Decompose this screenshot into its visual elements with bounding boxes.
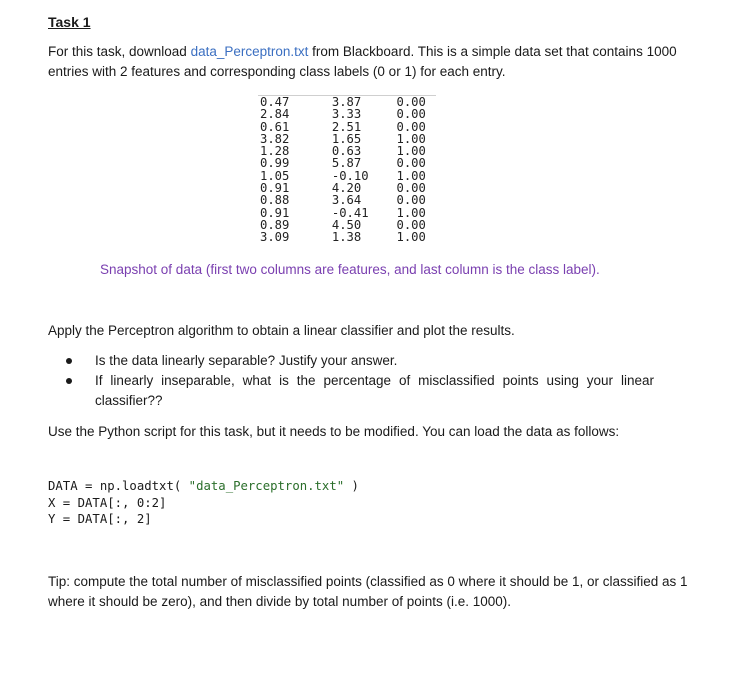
data-cell: 0.63 — [331, 144, 362, 159]
data-snapshot — [258, 95, 436, 252]
intro-text-before: For this task, download — [48, 44, 191, 59]
data-cell: 4.50 — [331, 217, 362, 232]
data-cell: 1.65 — [331, 131, 362, 146]
data-cell: -0.41 — [331, 205, 369, 220]
question-item — [64, 351, 654, 371]
data-cell: 1.00 — [396, 168, 426, 183]
data-cell: 0.91 — [260, 205, 290, 220]
task-title: Task 1 — [48, 14, 91, 30]
data-cell: 0.00 — [396, 217, 426, 232]
question-list — [64, 351, 654, 411]
question-text: Is the data linearly separable? Justify your answer. — [95, 353, 398, 368]
data-cell: 0.00 — [396, 181, 426, 196]
data-cell: 0.00 — [396, 156, 426, 171]
data-cell: 3.33 — [331, 107, 362, 122]
data-cell: 0.91 — [260, 181, 290, 196]
bullet-icon — [66, 378, 72, 384]
data-cell: 0.61 — [260, 119, 290, 134]
data-cell: -0.10 — [331, 168, 369, 183]
data-cell: 0.00 — [396, 95, 426, 109]
code-line-1 — [48, 479, 359, 493]
data-cell: 1.28 — [260, 144, 290, 159]
code-block — [48, 478, 359, 528]
code-line-1-suffix: ) — [344, 479, 359, 493]
data-cell: 3.82 — [260, 131, 290, 146]
code-line-1-prefix: DATA = np.loadtxt( — [48, 479, 189, 493]
data-cell: 1.05 — [260, 168, 290, 183]
code-line-3: Y = DATA[:, 2] — [48, 512, 152, 526]
tip-paragraph: Tip: compute the total number of misclassified points (classified as 0 where it should be 1, or classified as 1 where it should be zero), and then divide by total number of points (i.e. 1000). — [48, 574, 688, 609]
instruction-text: Apply the Perceptron algorithm to obtain a linear classifier and plot the results. — [48, 323, 515, 338]
script-note: Use the Python script for this task, but it needs to be modified. You can load the data as follows: — [48, 424, 620, 439]
data-file-link[interactable]: data_Perceptron.txt — [190, 44, 309, 59]
data-cell: 3.64 — [331, 193, 362, 208]
data-cell: 0.99 — [260, 156, 290, 171]
data-cell: 3.09 — [260, 230, 290, 245]
data-cell: 1.00 — [396, 230, 426, 245]
data-cell: 1.00 — [396, 144, 426, 159]
question-item — [64, 371, 654, 411]
data-table — [258, 96, 436, 244]
data-cell: 1.38 — [331, 230, 362, 245]
data-row — [258, 194, 436, 206]
data-cell: 2.51 — [331, 119, 362, 134]
data-cell: 3.87 — [331, 95, 362, 109]
data-cell: 0.00 — [396, 119, 426, 134]
question-text: If linearly inseparable, what is the percentage of misclassified points using your linear classifier?? — [95, 373, 654, 408]
data-cell: 0.47 — [260, 95, 290, 109]
data-cell: 2.84 — [260, 107, 290, 122]
data-cell: 4.20 — [331, 181, 362, 196]
data-cell: 5.87 — [331, 156, 362, 171]
data-row — [258, 157, 436, 169]
snapshot-caption: Snapshot of data (first two columns are features, and last column is the class label). — [100, 262, 600, 277]
data-cell: 0.00 — [396, 107, 426, 122]
data-cell: 0.88 — [260, 193, 290, 208]
intro-text-after: from Blackboard. This is a simple data set that contains 1000 entries with 2 features and corresponding class labels (0 or 1) for each entry. — [48, 44, 677, 79]
data-row — [258, 231, 436, 243]
code-line-2: X = DATA[:, 0:2] — [48, 495, 167, 510]
bullet-icon — [66, 358, 72, 364]
data-cell: 0.89 — [260, 217, 290, 232]
data-cell: 1.00 — [396, 131, 426, 146]
data-cell: 1.00 — [396, 205, 426, 220]
data-cell: 0.00 — [396, 193, 426, 208]
intro-paragraph — [48, 42, 688, 82]
code-string: "data_Perceptron.txt" — [188, 479, 345, 493]
data-row — [258, 108, 436, 120]
